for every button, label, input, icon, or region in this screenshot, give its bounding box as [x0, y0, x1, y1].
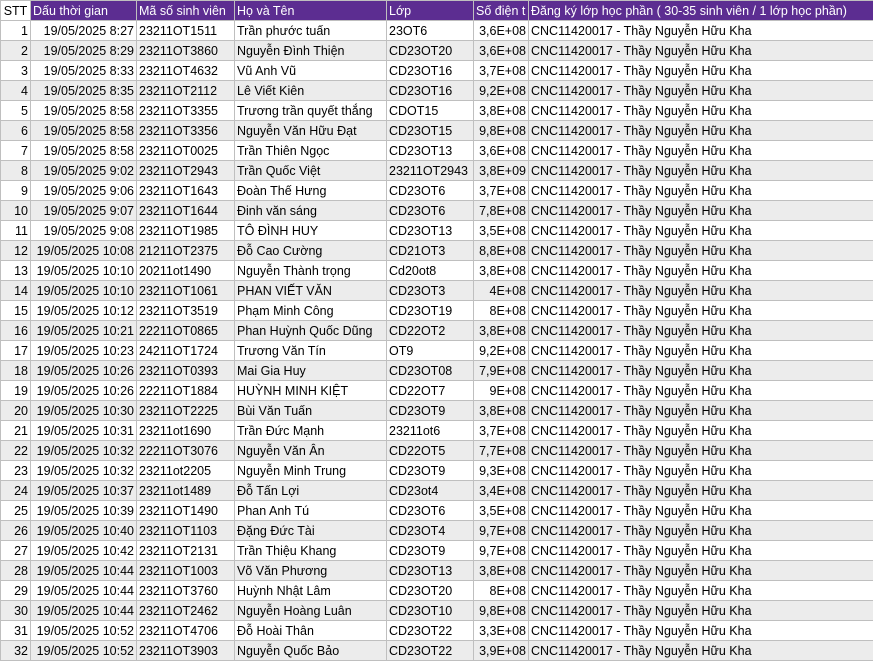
- cell-phone[interactable]: 3,5E+08: [474, 501, 529, 521]
- cell-timestamp[interactable]: 19/05/2025 10:23: [31, 341, 137, 361]
- cell-full-name[interactable]: Mai Gia Huy: [235, 361, 387, 381]
- cell-timestamp[interactable]: 19/05/2025 8:58: [31, 141, 137, 161]
- cell-phone[interactable]: 3,8E+08: [474, 561, 529, 581]
- cell-full-name[interactable]: Đoàn Thế Hưng: [235, 181, 387, 201]
- cell-student-id[interactable]: 23211OT0393: [137, 361, 235, 381]
- table-row: [1, 501, 873, 521]
- cell-student-id[interactable]: 23211OT1003: [137, 561, 235, 581]
- cell-phone[interactable]: 3,9E+08: [474, 641, 529, 661]
- cell-class[interactable]: CD23OT6: [387, 181, 474, 201]
- cell-timestamp[interactable]: 19/05/2025 10:26: [31, 361, 137, 381]
- cell-phone[interactable]: 3,8E+08: [474, 401, 529, 421]
- cell-stt[interactable]: 19: [1, 381, 31, 401]
- cell-student-id[interactable]: 23211OT3760: [137, 581, 235, 601]
- cell-phone[interactable]: 9E+08: [474, 381, 529, 401]
- cell-class[interactable]: CD23OT13: [387, 221, 474, 241]
- cell-stt[interactable]: 4: [1, 81, 31, 101]
- cell-timestamp[interactable]: 19/05/2025 10:40: [31, 521, 137, 541]
- cell-full-name[interactable]: TÔ ĐÌNH HUY: [235, 221, 387, 241]
- table-row: [1, 221, 873, 241]
- cell-phone[interactable]: 9,7E+08: [474, 521, 529, 541]
- cell-timestamp[interactable]: 19/05/2025 10:42: [31, 541, 137, 561]
- table-row: [1, 581, 873, 601]
- cell-stt[interactable]: 32: [1, 641, 31, 661]
- cell-timestamp[interactable]: 19/05/2025 9:07: [31, 201, 137, 221]
- cell-stt[interactable]: 6: [1, 121, 31, 141]
- cell-timestamp[interactable]: 19/05/2025 10:44: [31, 561, 137, 581]
- cell-student-id[interactable]: 23211OT3903: [137, 641, 235, 661]
- cell-stt[interactable]: 20: [1, 401, 31, 421]
- cell-student-id[interactable]: 23211OT1103: [137, 521, 235, 541]
- cell-timestamp[interactable]: 19/05/2025 10:21: [31, 321, 137, 341]
- cell-phone[interactable]: 3,8E+09: [474, 161, 529, 181]
- cell-class[interactable]: CD23OT9: [387, 541, 474, 561]
- table-body: [1, 21, 873, 661]
- cell-student-id[interactable]: 23211OT0025: [137, 141, 235, 161]
- cell-phone[interactable]: 3,8E+08: [474, 321, 529, 341]
- cell-phone[interactable]: 7,7E+08: [474, 441, 529, 461]
- cell-course[interactable]: CNC11420017 - Thầy Nguyễn Hữu Kha: [529, 641, 873, 661]
- cell-stt[interactable]: 26: [1, 521, 31, 541]
- cell-phone[interactable]: 9,2E+08: [474, 81, 529, 101]
- cell-stt[interactable]: 24: [1, 481, 31, 501]
- table-row: [1, 441, 873, 461]
- cell-stt[interactable]: 14: [1, 281, 31, 301]
- cell-student-id[interactable]: 23211OT1985: [137, 221, 235, 241]
- cell-full-name[interactable]: Trần Đức Mạnh: [235, 421, 387, 441]
- cell-phone[interactable]: 3,4E+08: [474, 481, 529, 501]
- cell-stt[interactable]: 7: [1, 141, 31, 161]
- cell-class[interactable]: 23OT6: [387, 21, 474, 41]
- table-row: [1, 521, 873, 541]
- cell-course[interactable]: CNC11420017 - Thầy Nguyễn Hữu Kha: [529, 41, 873, 61]
- table-row: [1, 461, 873, 481]
- cell-timestamp[interactable]: 19/05/2025 10:31: [31, 421, 137, 441]
- cell-course[interactable]: CNC11420017 - Thầy Nguyễn Hữu Kha: [529, 601, 873, 621]
- cell-class[interactable]: CD23ot4: [387, 481, 474, 501]
- cell-stt[interactable]: 29: [1, 581, 31, 601]
- cell-course[interactable]: CNC11420017 - Thầy Nguyễn Hữu Kha: [529, 361, 873, 381]
- cell-full-name[interactable]: Đỗ Hoài Thân: [235, 621, 387, 641]
- cell-stt[interactable]: 18: [1, 361, 31, 381]
- cell-course[interactable]: CNC11420017 - Thầy Nguyễn Hữu Kha: [529, 461, 873, 481]
- cell-student-id[interactable]: 23211OT2943: [137, 161, 235, 181]
- table-row: [1, 621, 873, 641]
- cell-phone[interactable]: 3,8E+08: [474, 261, 529, 281]
- cell-stt[interactable]: 17: [1, 341, 31, 361]
- cell-full-name[interactable]: HUỲNH MINH KIỆT: [235, 381, 387, 401]
- cell-student-id[interactable]: 23211OT3519: [137, 301, 235, 321]
- cell-phone[interactable]: 8E+08: [474, 301, 529, 321]
- cell-stt[interactable]: 15: [1, 301, 31, 321]
- cell-course[interactable]: CNC11420017 - Thầy Nguyễn Hữu Kha: [529, 621, 873, 641]
- cell-timestamp[interactable]: 19/05/2025 10:26: [31, 381, 137, 401]
- cell-stt[interactable]: 21: [1, 421, 31, 441]
- cell-stt[interactable]: 27: [1, 541, 31, 561]
- cell-class[interactable]: CD22OT2: [387, 321, 474, 341]
- table-row: [1, 401, 873, 421]
- cell-full-name[interactable]: Huỳnh Nhật Lâm: [235, 581, 387, 601]
- cell-phone[interactable]: 3,6E+08: [474, 21, 529, 41]
- cell-student-id[interactable]: 23211ot2205: [137, 461, 235, 481]
- cell-course[interactable]: CNC11420017 - Thầy Nguyễn Hữu Kha: [529, 381, 873, 401]
- table-row: [1, 261, 873, 281]
- table-row: [1, 301, 873, 321]
- cell-class[interactable]: CD23OT20: [387, 581, 474, 601]
- cell-timestamp[interactable]: 19/05/2025 8:33: [31, 61, 137, 81]
- table-row: [1, 81, 873, 101]
- cell-stt[interactable]: 11: [1, 221, 31, 241]
- cell-timestamp[interactable]: 19/05/2025 10:10: [31, 261, 137, 281]
- table-row: [1, 381, 873, 401]
- cell-timestamp[interactable]: 19/05/2025 10:52: [31, 641, 137, 661]
- cell-full-name[interactable]: Phạm Minh Công: [235, 301, 387, 321]
- cell-full-name[interactable]: Nguyễn Thành trọng: [235, 261, 387, 281]
- cell-student-id[interactable]: 22211OT0865: [137, 321, 235, 341]
- header-full-name[interactable]: Họ và Tên: [235, 1, 387, 21]
- cell-class[interactable]: CDOT15: [387, 101, 474, 121]
- cell-course[interactable]: CNC11420017 - Thầy Nguyễn Hữu Kha: [529, 261, 873, 281]
- cell-class[interactable]: CD23OT22: [387, 641, 474, 661]
- header-class[interactable]: Lớp: [387, 1, 474, 21]
- cell-full-name[interactable]: Võ Văn Phương: [235, 561, 387, 581]
- cell-student-id[interactable]: 23211OT4632: [137, 61, 235, 81]
- table-row: [1, 61, 873, 81]
- cell-class[interactable]: CD23OT22: [387, 621, 474, 641]
- cell-timestamp[interactable]: 19/05/2025 10:44: [31, 601, 137, 621]
- table-row: [1, 361, 873, 381]
- cell-class[interactable]: CD23OT08: [387, 361, 474, 381]
- cell-course[interactable]: CNC11420017 - Thầy Nguyễn Hữu Kha: [529, 401, 873, 421]
- cell-course[interactable]: CNC11420017 - Thầy Nguyễn Hữu Kha: [529, 101, 873, 121]
- cell-stt[interactable]: 13: [1, 261, 31, 281]
- table-row: [1, 21, 873, 41]
- cell-student-id[interactable]: 20211ot1490: [137, 261, 235, 281]
- cell-class[interactable]: CD23OT16: [387, 61, 474, 81]
- table-row: [1, 601, 873, 621]
- cell-class[interactable]: CD23OT20: [387, 41, 474, 61]
- table-row: [1, 281, 873, 301]
- cell-full-name[interactable]: Nguyễn Hoàng Luân: [235, 601, 387, 621]
- cell-course[interactable]: CNC11420017 - Thầy Nguyễn Hữu Kha: [529, 81, 873, 101]
- cell-full-name[interactable]: Trương trần quyết thắng: [235, 101, 387, 121]
- cell-course[interactable]: CNC11420017 - Thầy Nguyễn Hữu Kha: [529, 521, 873, 541]
- cell-timestamp[interactable]: 19/05/2025 8:27: [31, 21, 137, 41]
- cell-course[interactable]: CNC11420017 - Thầy Nguyễn Hữu Kha: [529, 561, 873, 581]
- header-student-id[interactable]: Mã số sinh viên: [137, 1, 235, 21]
- cell-class[interactable]: CD23OT9: [387, 461, 474, 481]
- cell-phone[interactable]: 3,6E+08: [474, 141, 529, 161]
- cell-stt[interactable]: 1: [1, 21, 31, 41]
- cell-timestamp[interactable]: 19/05/2025 10:37: [31, 481, 137, 501]
- cell-stt[interactable]: 2: [1, 41, 31, 61]
- cell-full-name[interactable]: Nguyễn Minh Trung: [235, 461, 387, 481]
- cell-full-name[interactable]: Nguyễn Văn Hữu Đạt: [235, 121, 387, 141]
- cell-class[interactable]: CD23OT13: [387, 561, 474, 581]
- cell-student-id[interactable]: 23211OT2462: [137, 601, 235, 621]
- cell-student-id[interactable]: 23211OT1061: [137, 281, 235, 301]
- cell-class[interactable]: CD23OT19: [387, 301, 474, 321]
- cell-full-name[interactable]: Bùi Văn Tuấn: [235, 401, 387, 421]
- cell-student-id[interactable]: 24211OT1724: [137, 341, 235, 361]
- cell-stt[interactable]: 10: [1, 201, 31, 221]
- cell-timestamp[interactable]: 19/05/2025 10:30: [31, 401, 137, 421]
- cell-student-id[interactable]: 23211OT1490: [137, 501, 235, 521]
- cell-timestamp[interactable]: 19/05/2025 10:39: [31, 501, 137, 521]
- cell-stt[interactable]: 3: [1, 61, 31, 81]
- cell-phone[interactable]: 3,8E+08: [474, 101, 529, 121]
- cell-full-name[interactable]: Trần Thiệu Khang: [235, 541, 387, 561]
- cell-phone[interactable]: 9,8E+08: [474, 121, 529, 141]
- cell-class[interactable]: CD23OT9: [387, 401, 474, 421]
- cell-course[interactable]: CNC11420017 - Thầy Nguyễn Hữu Kha: [529, 181, 873, 201]
- cell-phone[interactable]: 3,5E+08: [474, 221, 529, 241]
- cell-full-name[interactable]: Đỗ Tấn Lợi: [235, 481, 387, 501]
- cell-student-id[interactable]: 23211OT1643: [137, 181, 235, 201]
- cell-stt[interactable]: 12: [1, 241, 31, 261]
- cell-class[interactable]: CD23OT3: [387, 281, 474, 301]
- cell-full-name[interactable]: Đặng Đức Tài: [235, 521, 387, 541]
- cell-full-name[interactable]: Nguyễn Đình Thiện: [235, 41, 387, 61]
- cell-phone[interactable]: 3,7E+08: [474, 181, 529, 201]
- cell-phone[interactable]: 9,3E+08: [474, 461, 529, 481]
- cell-class[interactable]: CD23OT15: [387, 121, 474, 141]
- cell-course[interactable]: CNC11420017 - Thầy Nguyễn Hữu Kha: [529, 21, 873, 41]
- cell-student-id[interactable]: 23211OT3860: [137, 41, 235, 61]
- cell-class[interactable]: CD23OT6: [387, 201, 474, 221]
- cell-full-name[interactable]: Phan Huỳnh Quốc Dũng: [235, 321, 387, 341]
- cell-course[interactable]: CNC11420017 - Thầy Nguyễn Hữu Kha: [529, 421, 873, 441]
- cell-full-name[interactable]: Trần Thiên Ngọc: [235, 141, 387, 161]
- cell-phone[interactable]: 7,8E+08: [474, 201, 529, 221]
- cell-timestamp[interactable]: 19/05/2025 10:10: [31, 281, 137, 301]
- cell-class[interactable]: CD23OT16: [387, 81, 474, 101]
- cell-course[interactable]: CNC11420017 - Thầy Nguyễn Hữu Kha: [529, 281, 873, 301]
- cell-course[interactable]: CNC11420017 - Thầy Nguyễn Hữu Kha: [529, 321, 873, 341]
- cell-timestamp[interactable]: 19/05/2025 10:32: [31, 461, 137, 481]
- cell-student-id[interactable]: 21211OT2375: [137, 241, 235, 261]
- cell-timestamp[interactable]: 19/05/2025 8:29: [31, 41, 137, 61]
- cell-timestamp[interactable]: 19/05/2025 10:32: [31, 441, 137, 461]
- cell-course[interactable]: CNC11420017 - Thầy Nguyễn Hữu Kha: [529, 161, 873, 181]
- cell-student-id[interactable]: 22211OT1884: [137, 381, 235, 401]
- cell-course[interactable]: CNC11420017 - Thầy Nguyễn Hữu Kha: [529, 141, 873, 161]
- header-stt[interactable]: STT: [1, 1, 31, 21]
- cell-stt[interactable]: 28: [1, 561, 31, 581]
- table-row: [1, 161, 873, 181]
- cell-phone[interactable]: 3,7E+08: [474, 421, 529, 441]
- cell-timestamp[interactable]: 19/05/2025 10:12: [31, 301, 137, 321]
- cell-full-name[interactable]: Nguyễn Quốc Bảo: [235, 641, 387, 661]
- header-course[interactable]: Đăng ký lớp học phần ( 30-35 sinh viên / 1 lớp học phần): [529, 1, 873, 21]
- cell-student-id[interactable]: 23211OT3355: [137, 101, 235, 121]
- cell-full-name[interactable]: Đinh văn sáng: [235, 201, 387, 221]
- table-row: [1, 321, 873, 341]
- cell-class[interactable]: CD23OT6: [387, 501, 474, 521]
- cell-timestamp[interactable]: 19/05/2025 10:52: [31, 621, 137, 641]
- cell-student-id[interactable]: 23211ot1489: [137, 481, 235, 501]
- table-row: [1, 101, 873, 121]
- cell-course[interactable]: CNC11420017 - Thầy Nguyễn Hữu Kha: [529, 61, 873, 81]
- cell-timestamp[interactable]: 19/05/2025 8:35: [31, 81, 137, 101]
- cell-timestamp[interactable]: 19/05/2025 10:08: [31, 241, 137, 261]
- header-timestamp[interactable]: Dấu thời gian: [31, 1, 137, 21]
- cell-course[interactable]: CNC11420017 - Thầy Nguyễn Hữu Kha: [529, 441, 873, 461]
- cell-timestamp[interactable]: 19/05/2025 9:02: [31, 161, 137, 181]
- cell-phone[interactable]: 4E+08: [474, 281, 529, 301]
- cell-student-id[interactable]: 23211ot1690: [137, 421, 235, 441]
- cell-class[interactable]: CD23OT10: [387, 601, 474, 621]
- table-row: [1, 421, 873, 441]
- cell-course[interactable]: CNC11420017 - Thầy Nguyễn Hữu Kha: [529, 201, 873, 221]
- table-row: [1, 561, 873, 581]
- cell-class[interactable]: 23211ot6: [387, 421, 474, 441]
- cell-course[interactable]: CNC11420017 - Thầy Nguyễn Hữu Kha: [529, 241, 873, 261]
- cell-timestamp[interactable]: 19/05/2025 9:06: [31, 181, 137, 201]
- cell-course[interactable]: CNC11420017 - Thầy Nguyễn Hữu Kha: [529, 221, 873, 241]
- cell-stt[interactable]: 25: [1, 501, 31, 521]
- cell-student-id[interactable]: 23211OT2112: [137, 81, 235, 101]
- cell-timestamp[interactable]: 19/05/2025 8:58: [31, 121, 137, 141]
- cell-class[interactable]: CD21OT3: [387, 241, 474, 261]
- cell-stt[interactable]: 23: [1, 461, 31, 481]
- cell-phone[interactable]: 3,6E+08: [474, 41, 529, 61]
- table-row: [1, 141, 873, 161]
- cell-student-id[interactable]: 23211OT1644: [137, 201, 235, 221]
- cell-course[interactable]: CNC11420017 - Thầy Nguyễn Hữu Kha: [529, 341, 873, 361]
- cell-stt[interactable]: 30: [1, 601, 31, 621]
- cell-stt[interactable]: 16: [1, 321, 31, 341]
- cell-stt[interactable]: 8: [1, 161, 31, 181]
- cell-student-id[interactable]: 23211OT2131: [137, 541, 235, 561]
- cell-course[interactable]: CNC11420017 - Thầy Nguyễn Hữu Kha: [529, 581, 873, 601]
- cell-stt[interactable]: 22: [1, 441, 31, 461]
- cell-phone[interactable]: 8,8E+08: [474, 241, 529, 261]
- header-row: [1, 1, 873, 21]
- cell-course[interactable]: CNC11420017 - Thầy Nguyễn Hữu Kha: [529, 121, 873, 141]
- cell-student-id[interactable]: 22211OT3076: [137, 441, 235, 461]
- cell-class[interactable]: 23211OT2943: [387, 161, 474, 181]
- table-row: [1, 481, 873, 501]
- table-row: [1, 341, 873, 361]
- cell-full-name[interactable]: PHAN VIẾT VĂN: [235, 281, 387, 301]
- cell-phone[interactable]: 9,2E+08: [474, 341, 529, 361]
- cell-phone[interactable]: 7,9E+08: [474, 361, 529, 381]
- table-row: [1, 541, 873, 561]
- table-row: [1, 121, 873, 141]
- cell-full-name[interactable]: Trần Quốc Việt: [235, 161, 387, 181]
- cell-course[interactable]: CNC11420017 - Thầy Nguyễn Hữu Kha: [529, 301, 873, 321]
- cell-phone[interactable]: 9,8E+08: [474, 601, 529, 621]
- cell-class[interactable]: CD23OT13: [387, 141, 474, 161]
- cell-class[interactable]: CD22OT7: [387, 381, 474, 401]
- cell-timestamp[interactable]: 19/05/2025 10:44: [31, 581, 137, 601]
- cell-phone[interactable]: 3,7E+08: [474, 61, 529, 81]
- cell-full-name[interactable]: Trần phước tuấn: [235, 21, 387, 41]
- cell-course[interactable]: CNC11420017 - Thầy Nguyễn Hữu Kha: [529, 501, 873, 521]
- cell-timestamp[interactable]: 19/05/2025 9:08: [31, 221, 137, 241]
- cell-student-id[interactable]: 23211OT4706: [137, 621, 235, 641]
- table-row: [1, 41, 873, 61]
- table-row: [1, 641, 873, 661]
- cell-stt[interactable]: 31: [1, 621, 31, 641]
- table-row: [1, 181, 873, 201]
- cell-course[interactable]: CNC11420017 - Thầy Nguyễn Hữu Kha: [529, 541, 873, 561]
- header-phone[interactable]: Số điện t: [474, 1, 529, 21]
- cell-phone[interactable]: 3,3E+08: [474, 621, 529, 641]
- cell-full-name[interactable]: Phan Anh Tú: [235, 501, 387, 521]
- cell-timestamp[interactable]: 19/05/2025 8:58: [31, 101, 137, 121]
- cell-student-id[interactable]: 23211OT3356: [137, 121, 235, 141]
- cell-full-name[interactable]: Lê Viết Kiên: [235, 81, 387, 101]
- cell-stt[interactable]: 9: [1, 181, 31, 201]
- cell-course[interactable]: CNC11420017 - Thầy Nguyễn Hữu Kha: [529, 481, 873, 501]
- cell-full-name[interactable]: Nguyễn Văn Ân: [235, 441, 387, 461]
- cell-phone[interactable]: 9,7E+08: [474, 541, 529, 561]
- cell-class[interactable]: CD23OT4: [387, 521, 474, 541]
- cell-class[interactable]: OT9: [387, 341, 474, 361]
- cell-stt[interactable]: 5: [1, 101, 31, 121]
- table-row: [1, 241, 873, 261]
- cell-class[interactable]: Cd20ot8: [387, 261, 474, 281]
- cell-full-name[interactable]: Vũ Anh Vũ: [235, 61, 387, 81]
- cell-class[interactable]: CD22OT5: [387, 441, 474, 461]
- table-row: [1, 201, 873, 221]
- cell-student-id[interactable]: 23211OT1511: [137, 21, 235, 41]
- cell-full-name[interactable]: Trương Văn Tín: [235, 341, 387, 361]
- cell-student-id[interactable]: 23211OT2225: [137, 401, 235, 421]
- cell-full-name[interactable]: Đỗ Cao Cường: [235, 241, 387, 261]
- cell-phone[interactable]: 8E+08: [474, 581, 529, 601]
